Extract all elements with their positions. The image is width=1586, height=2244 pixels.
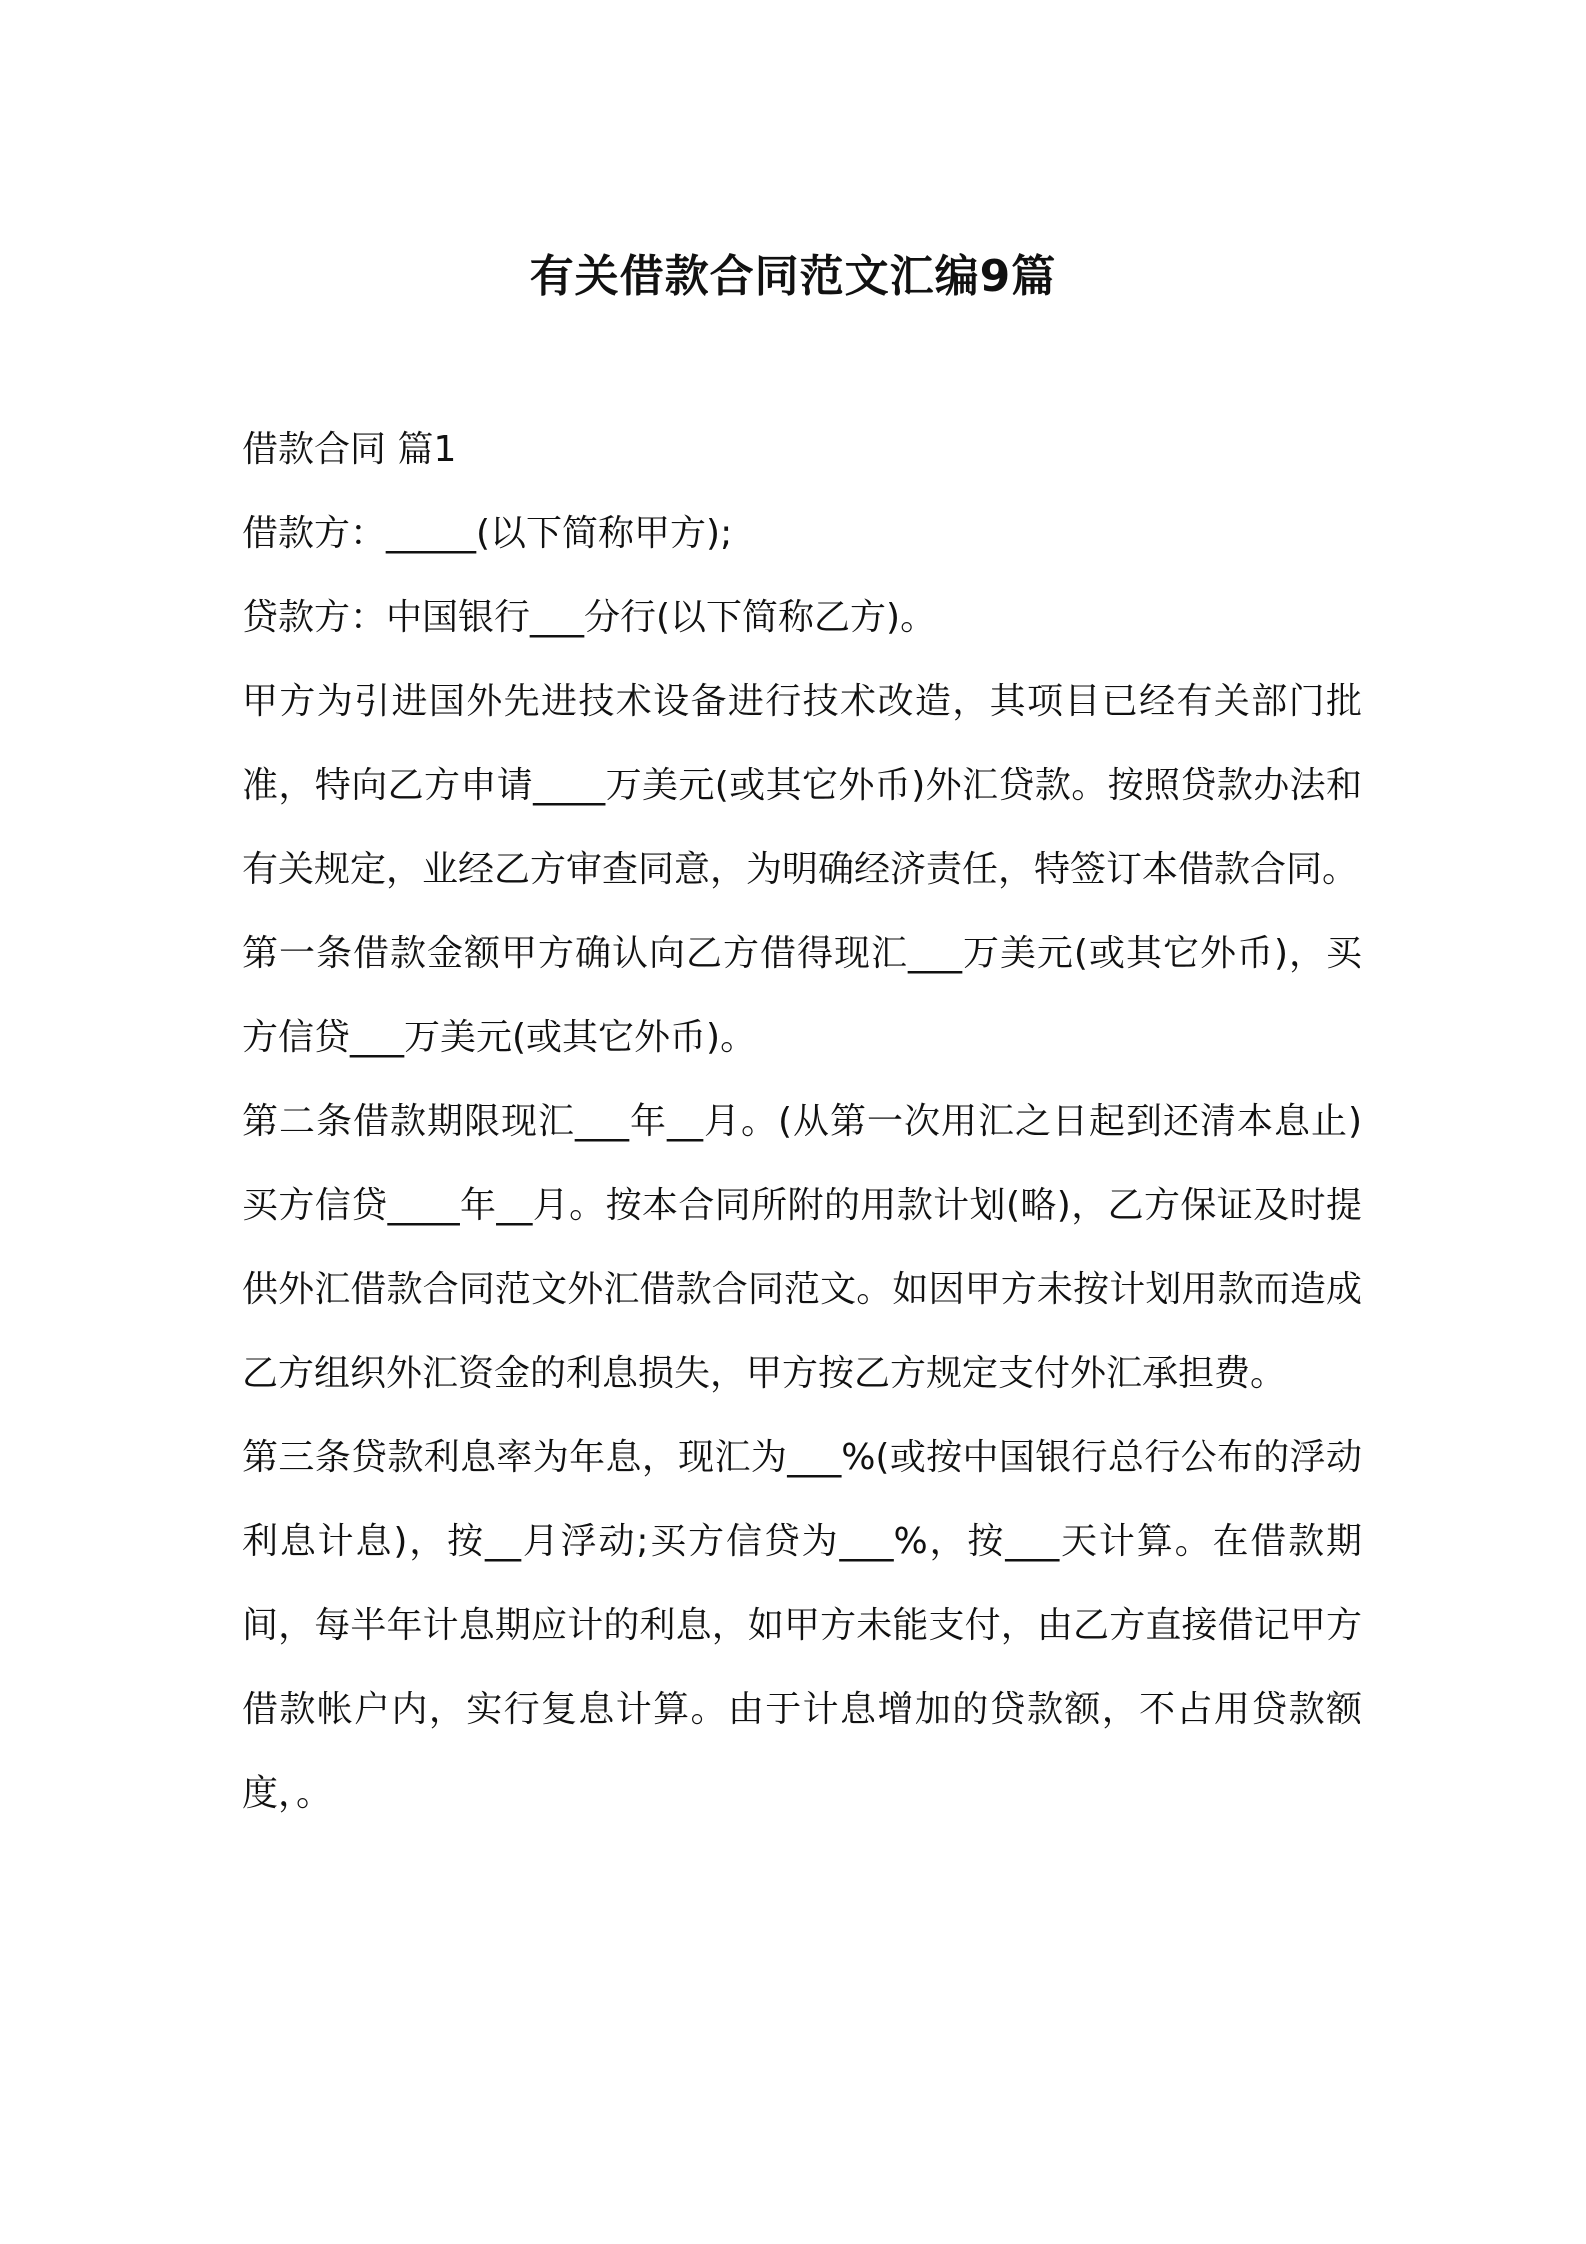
lender-line: 贷款方：中国银行___分行(以下简称乙方)。 <box>242 597 937 638</box>
document-body <box>242 408 1362 1836</box>
borrower-line: 借款方：_____(以下简称甲方); <box>242 513 733 554</box>
article-3-paragraph: 第三条贷款利息率为年息，现汇为___%(或按中国银行总行公布的浮动利息计息)，按__月浮动;买方信贷为___%，按___天计算。在借款期间，每半年计息期应计的利息，如甲方未能支付，由乙方直接借记甲方借款帐户内，实行复息计算。由于计息增加的贷款额，不占用贷款额度，。 <box>242 1437 1362 1814</box>
section-heading: 借款合同 篇1 <box>242 429 457 470</box>
article-2-paragraph: 第二条借款期限现汇___年__月。(从第一次用汇之日起到还清本息止)买方信贷____年__月。按本合同所附的用款计划(略)，乙方保证及时提供外汇借款合同范文外汇借款合同范文。如因甲方未按计划用款而造成乙方组织外汇资金的利息损失，甲方按乙方规定支付外汇承担费。 <box>242 1101 1362 1394</box>
article-1-paragraph: 第一条借款金额甲方确认向乙方借得现汇___万美元(或其它外币)，买方信贷___万美元(或其它外币)。 <box>242 933 1362 1058</box>
document-title: 有关借款合同范文汇编9篇 <box>529 251 1057 303</box>
preamble-paragraph: 甲方为引进国外先进技术设备进行技术改造，其项目已经有关部门批准，特向乙方申请____万美元(或其它外币)外汇贷款。按照贷款办法和有关规定，业经乙方审查同意，为明确经济责任，特签订本借款合同。 <box>242 681 1362 890</box>
